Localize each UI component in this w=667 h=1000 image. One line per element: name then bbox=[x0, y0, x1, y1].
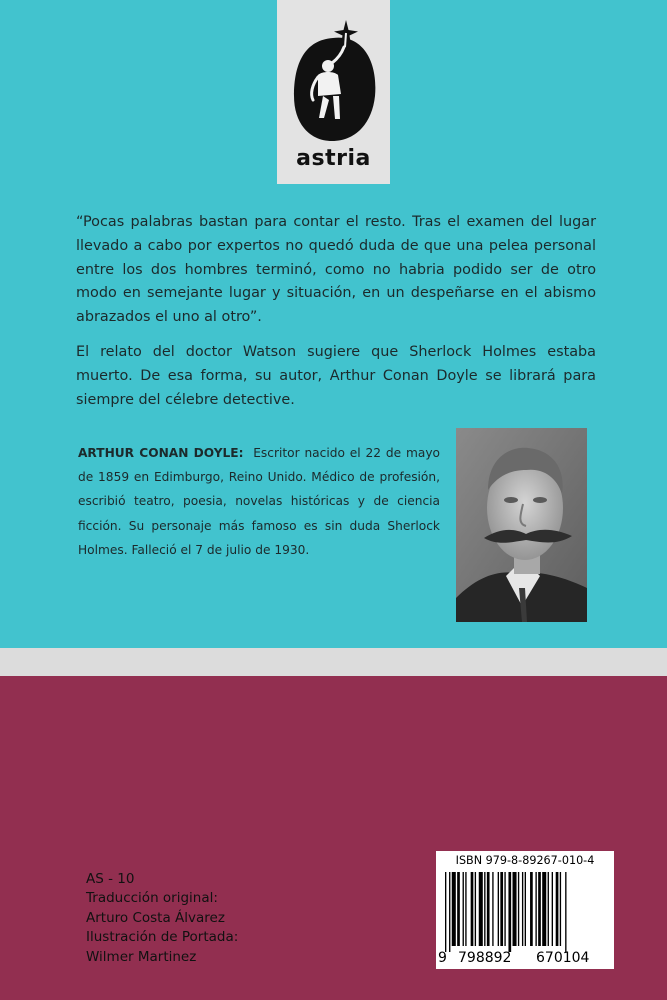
isbn-barcode bbox=[436, 851, 614, 969]
credits-block bbox=[86, 870, 238, 967]
barcode-digit-first: 9 bbox=[438, 950, 447, 966]
author-name: ARTHUR CONAN DOYLE: bbox=[78, 446, 244, 460]
author-portrait bbox=[456, 428, 587, 622]
illustrator-name: Wilmer Martinez bbox=[86, 948, 197, 965]
barcode-digits-right: 670104 bbox=[536, 950, 590, 966]
series-code: AS - 10 bbox=[86, 871, 135, 887]
publisher-logo bbox=[277, 0, 390, 184]
author-bio bbox=[78, 441, 440, 562]
quote-paragraph: “Pocas palabras bastan para contar el resto. Tras el examen del lugar llevado a cabo por expertos no quedó duda de que una pelea personal entre los dos hombres terminó, como no habria podido ser de otro modo en semejante lugar y situación, en un despeñarse en el abismo abrazados el uno al otro”. bbox=[76, 214, 596, 326]
synopsis-paragraph: El relato del doctor Watson sugiere que Sherlock Holmes estaba muerto. De esa forma, su autor, Arthur Conan Doyle se librará para siempre del célebre detective. bbox=[76, 344, 596, 408]
barcode-digits-left: 798892 bbox=[458, 950, 512, 966]
author-bio-text: Escritor nacido el 22 de mayo de 1859 en Edimburgo, Reino Unido. Médico de profesión, escribió teatro, poesia, novelas históricas y de ciencia ficción. Su personaje más famoso es sin duda Sherlock Holmes. Falleció el 7 de julio de 1930. bbox=[78, 446, 440, 557]
translation-label: Traducción original: bbox=[86, 890, 218, 907]
translator-name: Arturo Costa Álvarez bbox=[86, 909, 225, 926]
barcode-bars-icon bbox=[443, 872, 607, 952]
illustration-label: Ilustración de Portada: bbox=[86, 929, 239, 946]
isbn-label: ISBN 979-8-89267-010-4 bbox=[455, 854, 595, 867]
gray-band bbox=[0, 648, 667, 676]
barcode-digits bbox=[436, 950, 614, 968]
brand-name: astria bbox=[296, 146, 371, 171]
child-holding-star-icon bbox=[277, 0, 390, 150]
